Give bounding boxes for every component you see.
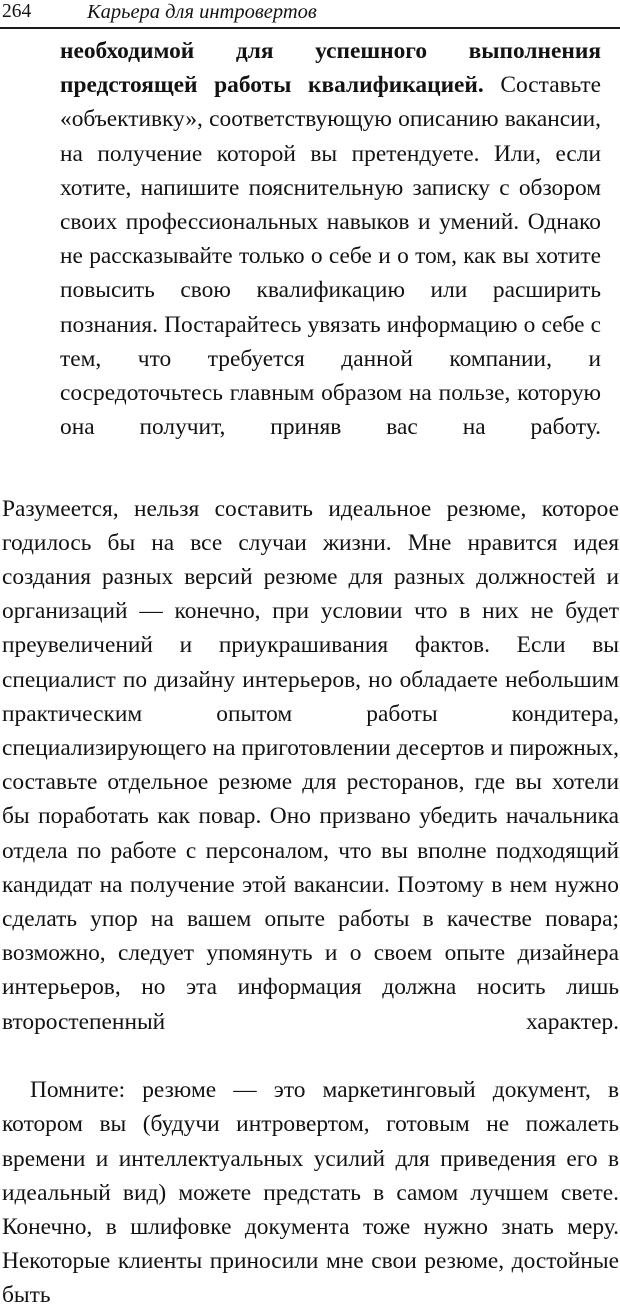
header-divider: [0, 27, 620, 29]
block-quote-bold-lead: необходимой для успешного выполнения предстоящей работы квалификацией.: [60, 38, 601, 99]
block-quote-text: Составьте «объективку», соответствующую описанию вакансии, на получение которой вы претендуете. Или, если хотите, напишите пояснительную записку с обзором своих профессиональных навыков и умений. Однако не рассказывайте только о себе и о том, как вы хотите повысить свою квалификацию или расширить познания. Постарайтесь увязать информацию о себе с тем, что требуется данной компании, и сосредоточьтесь главным образом на пользе, которую она получит, приняв вас на работу.: [60, 72, 601, 441]
page-body: [0, 34, 620, 1313]
body-paragraph-2: Помните: резюме — это маркетинговый документ, в котором вы (будучи интровертом, готовым не пожалеть времени и интеллектуальных усилий для приведения его в идеальный вид) можете предстать в самом лучшем свете. Конечно, в шлифовке документа тоже нужно знать меру. Некоторые клиенты приносили мне свои резюме, достойные быть: [2, 1077, 619, 1309]
body-paragraph-1: Разумеется, нельзя составить идеальное резюме, которое годилось бы на все случаи жизни. Мне нравится идея создания разных версий резюме для разных должностей и организаций — конечно, при условии что в них не будет преувеличений и приукрашивания фактов. Если вы специалист по дизайну интерьеров, но обладаете небольшим практическим опытом работы кондитера, специализирующего на приготовлении десертов и пирожных, составьте отдельное резюме для ресторанов, где вы хотели бы поработать как повар. Оно призвано убедить начальника отдела по работе с персоналом, что вы вполне подходящий кандидат на получение этой вакансии. Поэтому в нем нужно сделать упор на вашем опыте работы в качестве повара; возможно, следует упомянуть и о своем опыте дизайнера интерьеров, но эта информация должна носить лишь второстепенный характер.: [2, 495, 619, 1035]
block-quote-paragraph: [60, 34, 601, 479]
page-number: 264: [2, 1, 32, 22]
running-head: [0, 0, 620, 30]
running-title: Карьера для интровертов: [87, 1, 317, 23]
